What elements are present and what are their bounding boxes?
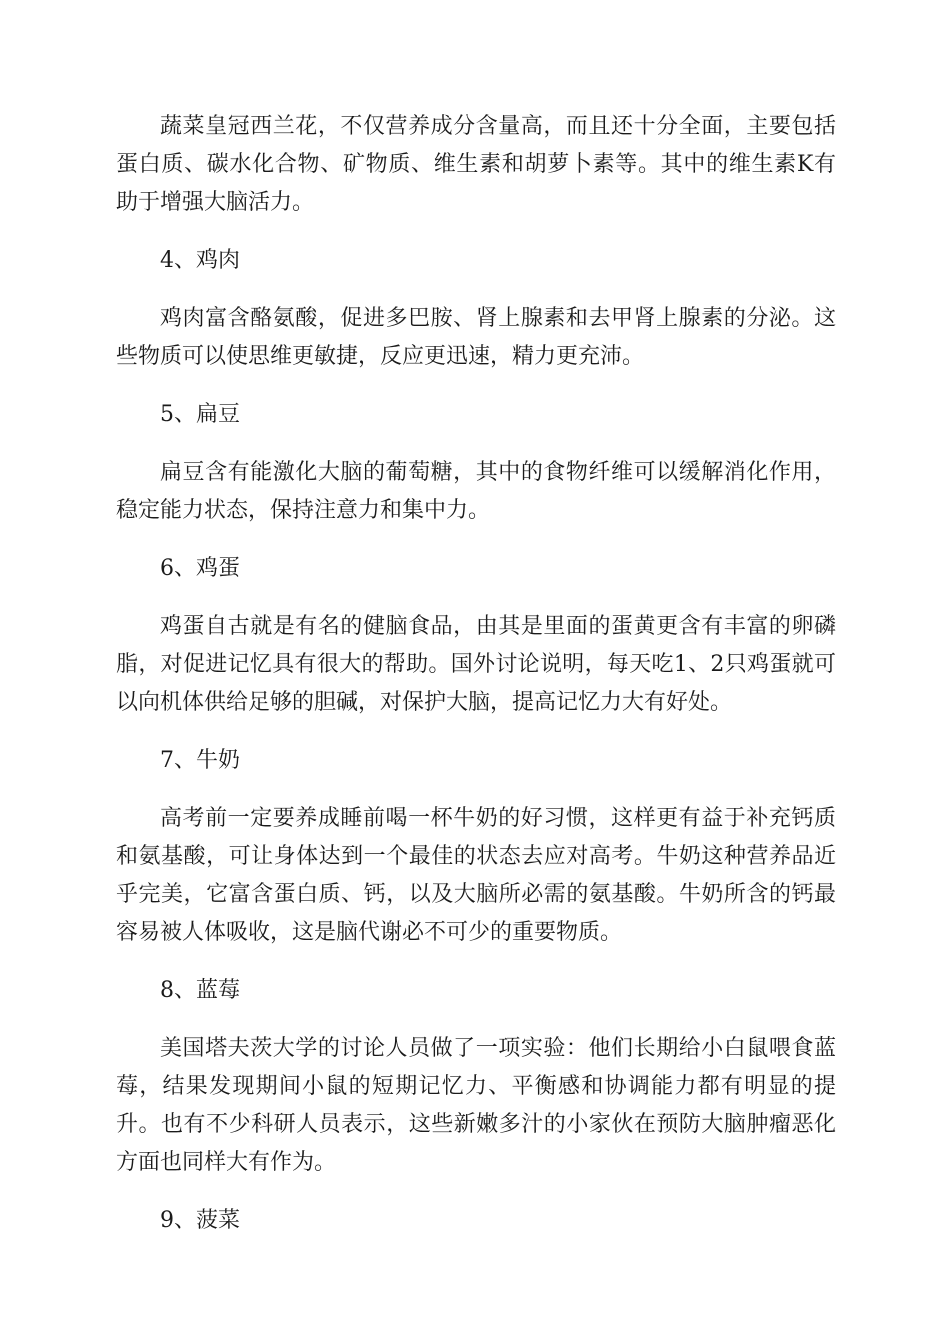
- document-page: [116, 108, 836, 1260]
- paragraph-milk: 高考前一定要养成睡前喝一杯牛奶的好习惯，这样更有益于补充钙质和氨基酸，可让身体达到一个最佳的状态去应对高考。牛奶这种营养品近乎完美，它富含蛋白质、钙，以及大脑所必需的氨基酸。牛奶所含的钙最容易被人体吸收，这是脑代谢必不可少的重要物质。: [116, 806, 836, 945]
- heading-milk: 7、牛奶: [160, 748, 240, 773]
- heading-lentils: 5、扁豆: [160, 402, 240, 427]
- paragraph-lentils: 扁豆含有能激化大脑的葡萄糖，其中的食物纤维可以缓解消化作用，稳定能力状态，保持注意力和集中力。: [116, 460, 836, 523]
- paragraph-blueberries: 美国塔夫茨大学的讨论人员做了一项实验：他们长期给小白鼠喂食蓝莓，结果发现期间小鼠的短期记忆力、平衡感和协调能力都有明显的提升。也有不少科研人员表示，这些新嫩多汁的小家伙在预防大脑肿瘤恶化方面也同样大有作为。: [116, 1036, 836, 1175]
- heading-spinach: 9、菠菜: [160, 1208, 240, 1233]
- paragraph-eggs: 鸡蛋自古就是有名的健脑食品，由其是里面的蛋黄更含有丰富的卵磷脂，对促进记忆具有很大的帮助。国外讨论说明，每天吃1、2只鸡蛋就可以向机体供给足够的胆碱，对保护大脑，提高记忆力大有好处。: [116, 614, 836, 715]
- heading-eggs: 6、鸡蛋: [160, 556, 240, 581]
- heading-chicken: 4、鸡肉: [160, 248, 240, 273]
- heading-blueberries: 8、蓝莓: [160, 978, 240, 1003]
- paragraph-broccoli: 蔬菜皇冠西兰花，不仅营养成分含量高，而且还十分全面，主要包括蛋白质、碳水化合物、矿物质、维生素和胡萝卜素等。其中的维生素K有助于增强大脑活力。: [116, 114, 836, 215]
- paragraph-chicken: 鸡肉富含酪氨酸，促进多巴胺、肾上腺素和去甲肾上腺素的分泌。这些物质可以使思维更敏捷，反应更迅速，精力更充沛。: [116, 306, 836, 369]
